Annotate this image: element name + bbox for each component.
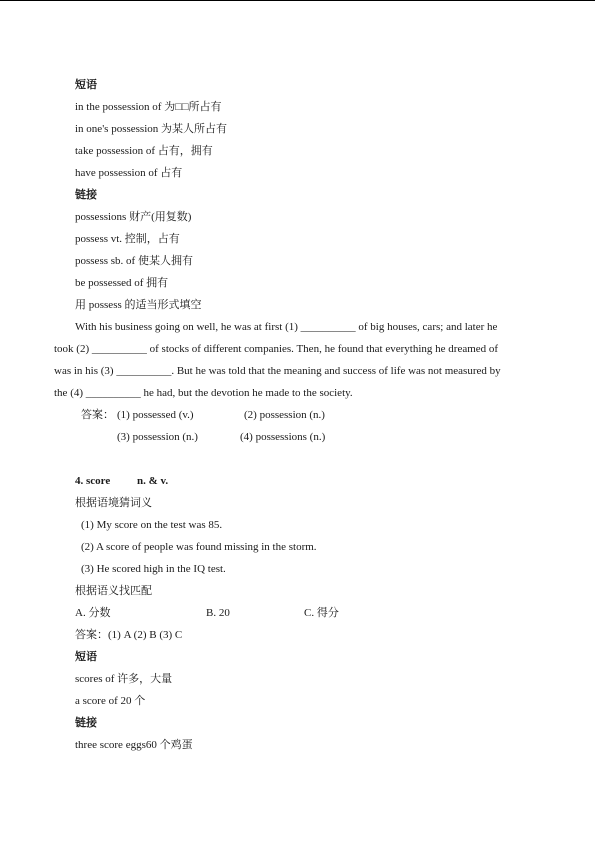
option-b: B. 20 (206, 607, 230, 619)
answer-item: (2) possession (n.) (244, 409, 325, 421)
answer-item: (1) possessed (v.) (117, 409, 194, 421)
match-instruction: 根据语义找匹配 (75, 585, 152, 597)
answer-item: (4) possessions (n.) (240, 431, 326, 443)
example-sentence: (1) My score on the test was 85. (81, 519, 223, 531)
phrase-item: take possession of 占有，拥有 (75, 145, 213, 157)
entry-part-of-speech: n. & v. (137, 475, 169, 487)
fill-in-instruction: 用 possess 的适当形式填空 (75, 299, 202, 311)
link-item: be possessed of 拥有 (75, 277, 169, 289)
score-answer: 答案：(1) A (2) B (3) C (75, 629, 183, 641)
example-sentence: (2) A score of people was found missing in the storm. (81, 541, 317, 553)
phrases-heading: 短语 (75, 650, 97, 663)
link-item: possess vt. 控制，占有 (75, 233, 180, 245)
phrase-item: a score of 20 个 (75, 695, 146, 707)
option-a: A. 分数 (75, 607, 111, 619)
phrases-heading: 短语 (75, 78, 97, 91)
answer-item: (3) possession (n.) (117, 431, 198, 443)
phrase-item: have possession of 占有 (75, 167, 183, 179)
exercise-paragraph-line: the (4) __________ he had, but the devotion he made to the society. (54, 387, 353, 399)
guess-meaning-instruction: 根据语境猜词义 (75, 497, 152, 509)
exercise-paragraph-line: took (2) __________ of stocks of different companies. Then, he found that everything he dreamed of (54, 343, 499, 355)
exercise-paragraph-line: With his business going on well, he was at first (1) __________ of big houses, cars; and later he (75, 321, 498, 333)
phrase-item: in the possession of 为□□所占有 (75, 101, 222, 113)
top-border-rule (0, 0, 595, 1)
phrase-item: in one's possession 为某人所占有 (75, 123, 228, 135)
link-item: three score eggs60 个鸡蛋 (75, 739, 193, 751)
link-heading: 链接 (75, 716, 97, 729)
entry-word: 4. score (75, 475, 111, 487)
phrase-item: scores of 许多，大量 (75, 673, 173, 685)
exercise-paragraph-line: was in his (3) __________. But he was told that the meaning and success of life was not measured by (54, 365, 501, 377)
link-item: possess sb. of 使某人拥有 (75, 255, 193, 267)
example-sentence: (3) He scored high in the IQ test. (81, 563, 226, 575)
answer-label: 答案： (81, 409, 114, 421)
option-c: C. 得分 (304, 607, 339, 619)
link-heading: 链接 (75, 188, 97, 201)
link-item: possessions 财产(用复数) (75, 211, 192, 223)
